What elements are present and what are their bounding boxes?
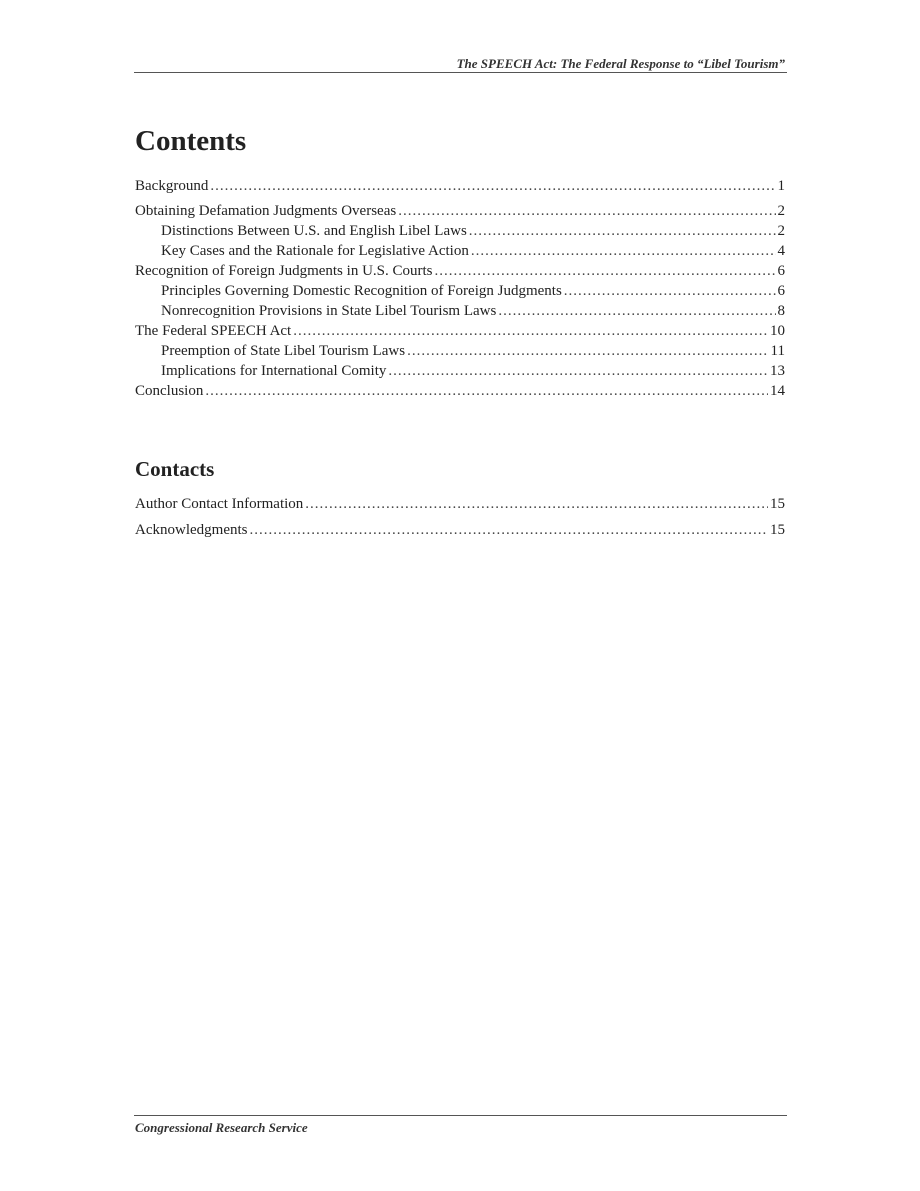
toc-entry-label: Nonrecognition Provisions in State Libel Tourism Laws <box>161 303 497 319</box>
toc-entry-page: 6 <box>777 283 785 299</box>
toc-entry-page: 10 <box>770 323 785 339</box>
toc-entry-label: Background <box>135 178 209 194</box>
toc-entry-page: 6 <box>777 263 785 279</box>
toc-entry-page: 15 <box>770 496 785 512</box>
dot-leader <box>388 361 768 381</box>
toc-entry-page: 4 <box>777 243 785 259</box>
toc-entry-label: Obtaining Defamation Judgments Overseas <box>135 203 397 219</box>
dot-leader <box>249 520 768 540</box>
toc-entry-obtaining-defamation-judgments[interactable] <box>135 201 785 221</box>
toc-entry-label: Distinctions Between U.S. and English Libel Laws <box>161 223 467 239</box>
dot-leader <box>435 261 776 281</box>
toc-entry-label: Implications for International Comity <box>161 363 387 379</box>
toc-entry-acknowledgments[interactable] <box>135 520 785 540</box>
dot-leader <box>210 176 775 196</box>
contacts-title: Contacts <box>135 457 215 481</box>
toc-entry-page: 2 <box>777 203 785 219</box>
contents-title: Contents <box>135 125 247 157</box>
dot-leader <box>564 281 776 301</box>
toc-entry-page: 13 <box>770 363 785 379</box>
header-rule <box>134 72 787 73</box>
toc-entry-conclusion[interactable] <box>135 381 785 401</box>
toc-entry-page: 8 <box>777 303 785 319</box>
toc-entry-label: Conclusion <box>135 383 204 399</box>
toc-entry-page: 1 <box>777 178 785 194</box>
toc-entry-preemption[interactable] <box>135 341 785 361</box>
dot-leader <box>498 301 775 321</box>
toc-entry-distinctions[interactable] <box>135 221 785 241</box>
toc-entry-page: 11 <box>770 343 785 359</box>
toc-entry-label: Preemption of State Libel Tourism Laws <box>161 343 406 359</box>
toc-entry-international-comity[interactable] <box>135 361 785 381</box>
toc-entry-key-cases[interactable] <box>135 241 785 261</box>
dot-leader <box>471 241 776 261</box>
table-of-contents <box>135 176 785 401</box>
contacts-list <box>135 494 785 546</box>
toc-entry-label: Principles Governing Domestic Recognition of Foreign Judgments <box>161 283 562 299</box>
toc-entry-federal-speech-act[interactable] <box>135 321 785 341</box>
dot-leader <box>305 494 768 514</box>
dot-leader <box>205 381 768 401</box>
running-header: The SPEECH Act: The Federal Response to “Libel Tourism” <box>456 56 785 71</box>
toc-entry-principles-governing[interactable] <box>135 281 785 301</box>
toc-entry-author-contact[interactable] <box>135 494 785 514</box>
footer-rule <box>134 1115 787 1116</box>
toc-entry-page: 15 <box>770 522 785 538</box>
toc-entry-label: Key Cases and the Rationale for Legislative Action <box>161 243 469 259</box>
toc-entry-label: Acknowledgments <box>135 522 248 538</box>
toc-entry-recognition-foreign-judgments[interactable] <box>135 261 785 281</box>
toc-entry-page: 14 <box>770 383 785 399</box>
toc-entry-label: The Federal SPEECH Act <box>135 323 292 339</box>
dot-leader <box>398 201 775 221</box>
dot-leader <box>469 221 776 241</box>
toc-entry-page: 2 <box>777 223 785 239</box>
footer-text: Congressional Research Service <box>135 1120 308 1135</box>
toc-entry-label: Author Contact Information <box>135 496 304 512</box>
dot-leader <box>293 321 768 341</box>
toc-entry-background[interactable] <box>135 176 785 196</box>
toc-entry-label: Recognition of Foreign Judgments in U.S. Courts <box>135 263 433 279</box>
toc-entry-nonrecognition-provisions[interactable] <box>135 301 785 321</box>
dot-leader <box>407 341 768 361</box>
